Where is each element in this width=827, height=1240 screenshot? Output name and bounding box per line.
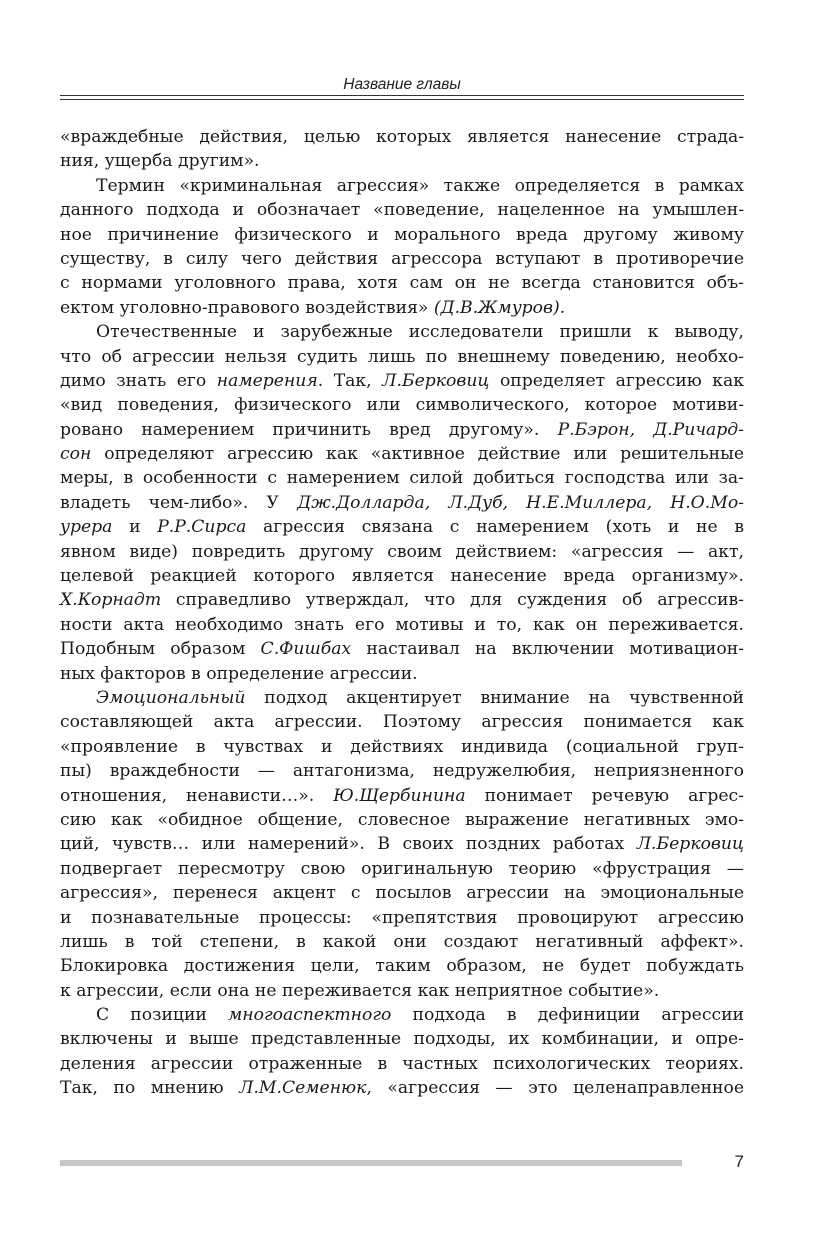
header-rule-thick <box>60 95 744 96</box>
text-segment: данного подхода и обозначает «поведение, нацеленное на умышлен- <box>60 200 744 221</box>
text-segment: явном виде) повредить другому своим действием: «агрессия — акт, <box>60 541 744 562</box>
text-segment: ных факторов в определение агрессии. <box>60 663 418 684</box>
text-line <box>60 491 744 515</box>
text-segment: ектом уголовно-правового воздействия» <box>60 297 434 318</box>
text-segment: С позиции <box>96 1005 229 1026</box>
italic-segment: Р.Р.Сирса <box>157 517 247 538</box>
text-line <box>60 149 744 173</box>
italic-segment: Р.Бэрон, Д.Ричард- <box>557 419 744 440</box>
text-segment: к агрессии, если она не переживается как неприятное событие». <box>60 980 660 1001</box>
text-segment: «вид поведения, физического или символического, которое мотиви- <box>60 395 744 416</box>
text-segment: меры, в особенности с намерением силой добиться господства или за- <box>60 468 744 489</box>
text-line <box>60 808 744 832</box>
italic-segment: сон <box>60 444 92 465</box>
text-line <box>60 637 744 661</box>
text-line <box>60 881 744 905</box>
text-segment: и познавательные процессы: «препятствия провоцируют агрессию <box>60 907 744 928</box>
text-segment: включены и выше представленные подходы, их комбинации, и опре- <box>60 1029 744 1050</box>
text-line <box>60 125 744 149</box>
text-segment: агрессия», перенеся акцент с посылов агрессии на эмоциональные <box>60 883 744 904</box>
text-line <box>60 1027 744 1051</box>
text-line <box>60 1076 744 1100</box>
text-line <box>60 174 744 198</box>
text-line <box>60 540 744 564</box>
text-line <box>60 784 744 808</box>
text-line <box>60 588 744 612</box>
italic-segment: (Д.В.Жмуров). <box>433 297 566 318</box>
text-segment: пы) враждебности — антагонизма, недружелюбия, неприязненного <box>60 761 744 782</box>
text-segment: отношения, ненависти…». <box>60 785 334 806</box>
text-segment: агрессия связана с намерением (хоть и не в <box>246 517 744 538</box>
text-segment: составляющей акта агрессии. Поэтому агрессия понимается как <box>60 712 744 733</box>
text-line <box>60 710 744 734</box>
text-line <box>60 564 744 588</box>
text-segment: настаивал на включении мотивацион- <box>351 639 744 660</box>
text-line <box>60 906 744 930</box>
text-line <box>60 296 744 320</box>
page-number: 7 <box>734 1152 744 1171</box>
italic-segment: Л.Берковиц <box>382 370 490 391</box>
text-segment: Блокировка достижения цели, таким образом, не будет побуждать <box>60 956 744 977</box>
text-segment: Отечественные и зарубежные исследователи пришли к выводу, <box>96 322 744 343</box>
text-line <box>60 1052 744 1076</box>
text-line <box>60 930 744 954</box>
text-segment: Так, по мнению <box>60 1078 240 1099</box>
text-line <box>60 271 744 295</box>
text-line <box>60 686 744 710</box>
text-segment: деления агрессии отраженные в частных психологических теориях. <box>60 1053 744 1074</box>
text-segment: димо знать его <box>60 370 217 391</box>
text-segment: «проявление в чувствах и действиях индивида (социальной груп- <box>60 736 744 757</box>
italic-segment: урера <box>60 517 113 538</box>
text-segment: определяет агрессию как <box>489 370 744 391</box>
header-rule-thin <box>60 99 744 100</box>
text-line <box>60 345 744 369</box>
text-segment: подвергает пересмотру свою оригинальную теорию «фрустрация — <box>60 858 744 879</box>
text-line <box>60 466 744 490</box>
text-line <box>60 832 744 856</box>
text-segment: лишь в той степени, в какой они создают негативный аффект». <box>60 931 744 952</box>
text-line <box>60 198 744 222</box>
text-line <box>60 662 744 686</box>
italic-segment: многоаспектного <box>228 1005 392 1026</box>
text-line <box>60 735 744 759</box>
text-segment: ций, чувств… или намерений». В своих поздних работах <box>60 834 637 855</box>
text-segment: подход акцентирует внимание на чувственной <box>245 687 744 708</box>
text-segment: целевой реакцией которого является нанесение вреда организму». <box>60 566 744 587</box>
italic-segment: Л.М.Семенюк <box>239 1078 367 1099</box>
text-segment: понимает речевую агрес- <box>465 785 744 806</box>
text-segment: . Так, <box>317 370 383 391</box>
text-line <box>60 979 744 1003</box>
text-segment: «враждебные действия, целью которых является нанесение страда- <box>60 127 744 147</box>
text-line <box>60 759 744 783</box>
running-header: Название главы <box>343 76 461 93</box>
text-segment: определяют агрессию как «активное действие или решительные <box>91 444 744 465</box>
footer-bar <box>60 1160 682 1166</box>
text-segment: что об агрессии нельзя судить лишь по внешнему поведению, необхо- <box>60 346 744 367</box>
italic-segment: С.Фишбах <box>260 639 352 660</box>
body-text <box>60 125 744 1101</box>
text-segment: ное причинение физического и морального вреда другому живому <box>60 224 744 245</box>
text-segment: , «агрессия — это целенаправленное <box>366 1078 745 1099</box>
text-segment: справедливо утверждал, что для суждения об агрессив- <box>161 590 744 611</box>
text-segment: ния, ущерба другим». <box>60 151 260 172</box>
text-line <box>60 857 744 881</box>
text-segment: Термин «криминальная агрессия» также определяется в рамках <box>96 175 744 196</box>
text-line <box>60 954 744 978</box>
text-line <box>60 418 744 442</box>
italic-segment: Л.Берковиц <box>636 834 744 855</box>
italic-segment: Эмоциональный <box>96 687 246 708</box>
text-line <box>60 247 744 271</box>
text-segment: сию как «обидное общение, словесное выражение негативных эмо- <box>60 809 744 830</box>
text-segment: с нормами уголовного права, хотя сам он не всегда становится объ- <box>60 273 744 294</box>
text-line <box>60 515 744 539</box>
italic-segment: намерения <box>216 370 318 391</box>
text-segment: владеть чем-либо». У <box>60 492 298 513</box>
italic-segment: Ю.Щербинина <box>333 785 466 806</box>
text-line <box>60 369 744 393</box>
text-segment: Подобным образом <box>60 639 261 660</box>
text-line <box>60 320 744 344</box>
text-segment: ровано намерением причинить вред другому». <box>60 419 558 440</box>
text-segment: и <box>112 517 158 538</box>
text-segment: существу, в силу чего действия агрессора вступают в противоречие <box>60 248 744 269</box>
text-line <box>60 1003 744 1027</box>
italic-segment: Дж.Долларда, Л.Дуб, Н.Е.Миллера, Н.О.Мо- <box>297 492 744 513</box>
italic-segment: Х.Корнадт <box>60 590 162 611</box>
text-segment: ности акта необходимо знать его мотивы и то, как он переживается. <box>60 614 744 635</box>
text-segment: подхода в дефиниции агрессии <box>391 1005 744 1026</box>
text-line <box>60 613 744 637</box>
text-line <box>60 393 744 417</box>
text-line <box>60 223 744 247</box>
text-line <box>60 442 744 466</box>
